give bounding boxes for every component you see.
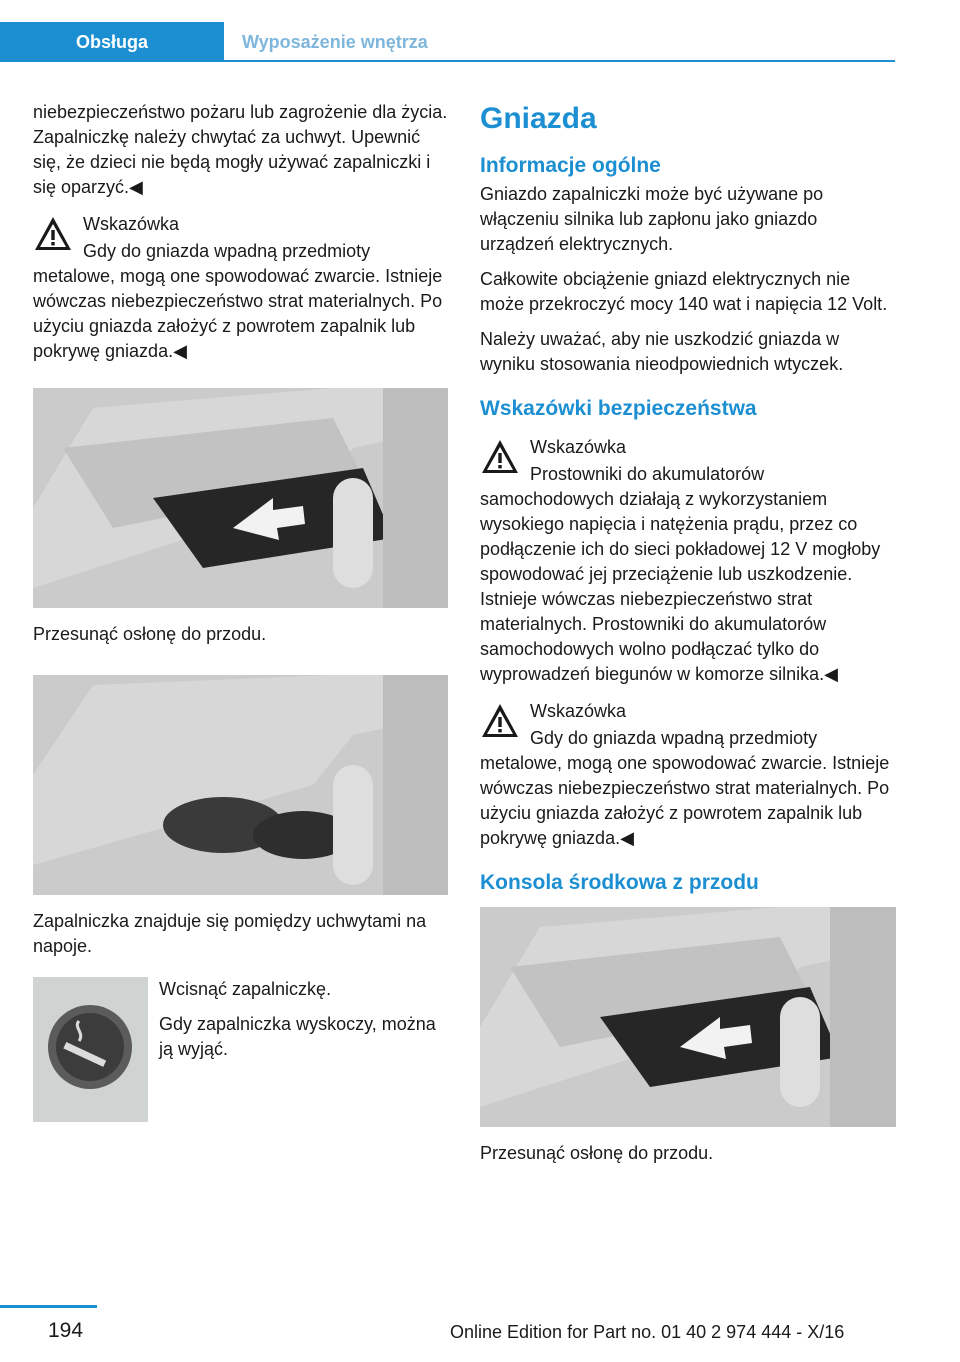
remove-text: Gdy zapalniczka wyskoczy, można ją wyjąć. [159, 1014, 436, 1059]
tab-obsluga[interactable]: Obsługa [0, 22, 224, 62]
subheading-console: Konsola środkowa z przodu [480, 871, 759, 894]
intro-paragraph: niebezpieczeństwo pożaru lub zagrożenie dla życia. Zapalniczkę należy chwytać za uchwyt. Upewnić się, że dzieci nie będą mogły używać zapalniczki i się oparzyć.◀ [33, 102, 448, 197]
header-divider [0, 60, 895, 62]
left-column [33, 100, 448, 1122]
page-number: 194 [48, 1319, 84, 1342]
warning-triangle-icon [480, 701, 520, 741]
tab-wyposazenie-wnetrza[interactable]: Wyposażenie wnętrza [242, 31, 428, 52]
caption-cover: Przesunąć osłonę do przodu. [33, 624, 267, 644]
caption-cupholder: Zapalniczka znajduje się pomiędzy uchwytami na napoje. [33, 911, 427, 956]
warning-triangle-icon [33, 214, 73, 254]
footer-divider [0, 1305, 97, 1308]
paragraph-socket-use: Gniazdo zapalniczki może być używane po włączeniu silnika lub zapłonu jako gniazdo urządzeń elektrycznych. [480, 184, 824, 254]
console-cover-illustration [33, 388, 448, 608]
console-cover-photo [33, 388, 448, 608]
paragraph-plugs: Należy uważać, aby nie uszkodzić gniazda w wyniku stosowania nieodpowiednich wtyczek. [480, 329, 844, 374]
section-title: Gniazda [480, 102, 597, 135]
caption-front-console: Przesunąć osłonę do przodu. [480, 1143, 714, 1163]
right-column [480, 100, 896, 1184]
lighter-instructions [159, 977, 449, 1072]
subheading-general: Informacje ogólne [480, 154, 661, 177]
warning-title: Wskazówka [530, 437, 627, 457]
warning-triangle-icon [480, 437, 520, 477]
warning-body: Prostowniki do akumulatorów samochodowych działają z wykorzystaniem wysokiego napięcia i natężenia prądu, przez co podłączenie ich do sieci pokładowej 12 V mogłoby spowodować jej przeciążenie lub uszkodzenie. Istnieje wówczas niebezpieczeństwo strat materialnych. Prostowniki do akumulatorów samochodowych wolno podłączać tylko do wyprowadzeń biegunów w komorze silnika.◀ [480, 464, 881, 684]
press-text: Wcisnąć zapalniczkę. [159, 979, 332, 999]
lighter-button-photo [33, 977, 148, 1122]
lighter-row [33, 977, 448, 1122]
paragraph-load: Całkowite obciążenie gniazd elektrycznych nie może przekroczyć mocy 140 wat i napięcia 12 Volt. [480, 269, 888, 314]
warning-title: Wskazówka [530, 701, 627, 721]
warning-box [33, 212, 448, 364]
cupholder-illustration [33, 675, 448, 895]
warning-box-chargers [480, 435, 896, 687]
warning-body: Gdy do gniazda wpadną przedmioty metalowe, mogą one spowodować zwarcie. Istnieje wówczas niebezpieczeństwo strat materialnych. Po użyciu gniazda założyć z powrotem zapalnik lub pokrywę gniazda.◀ [33, 241, 443, 361]
subheading-safety: Wskazówki bezpieczeństwa [480, 397, 757, 420]
front-console-illustration [480, 907, 896, 1127]
online-edition-note: Online Edition for Part no. 01 40 2 974 444 - X/16 [450, 1322, 845, 1342]
warning-box-metal [480, 699, 896, 851]
page-header [0, 0, 895, 62]
warning-body: Gdy do gniazda wpadną przedmioty metalowe, mogą one spowodować zwarcie. Istnieje wówczas niebezpieczeństwo strat materialnych. Po użyciu gniazda założyć z powrotem zapalnik lub pokrywę gniazda.◀ [480, 728, 890, 848]
warning-title: Wskazówka [83, 214, 180, 234]
lighter-icon [33, 977, 148, 1122]
cupholder-photo [33, 675, 448, 895]
front-console-photo [480, 907, 896, 1127]
